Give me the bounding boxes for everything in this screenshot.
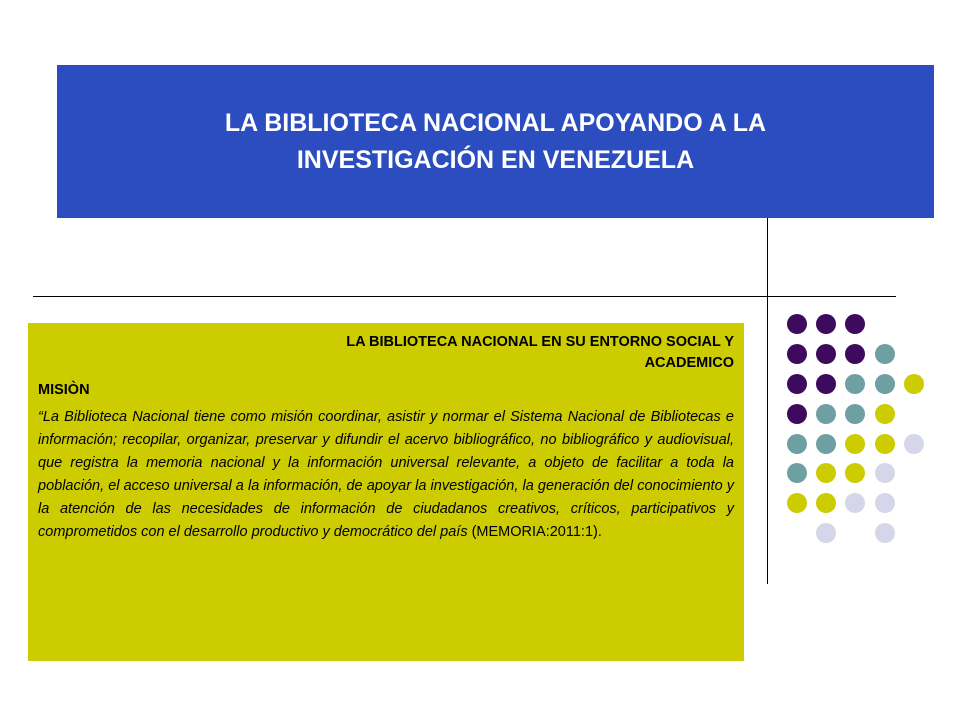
decorative-dot (845, 404, 865, 424)
decorative-dot (875, 463, 895, 483)
decorative-dot (787, 463, 807, 483)
section-subtitle-line-1: LA BIBLIOTECA NACIONAL EN SU ENTORNO SOCIAL Y (346, 334, 734, 350)
mission-paragraph (38, 406, 734, 544)
decorative-dot (816, 404, 836, 424)
decorative-dot (875, 523, 895, 543)
decorative-dot (875, 493, 895, 513)
decorative-dot (845, 314, 865, 334)
decorative-dot (845, 463, 865, 483)
decorative-dot (845, 374, 865, 394)
decorative-dot (845, 344, 865, 364)
section-subtitle (38, 332, 734, 374)
decorative-dot (904, 374, 924, 394)
decorative-dot (816, 374, 836, 394)
vertical-divider (767, 218, 768, 584)
decorative-dot (875, 344, 895, 364)
decorative-dot (904, 434, 924, 454)
decorative-dot (787, 314, 807, 334)
decorative-dot (787, 374, 807, 394)
decorative-dot (787, 344, 807, 364)
decorative-dot (787, 493, 807, 513)
decorative-dot (816, 314, 836, 334)
decorative-dot (845, 434, 865, 454)
slide-title (116, 105, 876, 179)
slide-title-line-1: LA BIBLIOTECA NACIONAL APOYANDO A LA (224, 108, 767, 137)
decorative-dot (875, 374, 895, 394)
decorative-dot (816, 523, 836, 543)
decorative-dot (875, 404, 895, 424)
decorative-dot (816, 493, 836, 513)
decorative-dot (816, 434, 836, 454)
slide-title-line-2: INVESTIGACIÓN EN VENEZUELA (296, 145, 695, 174)
decorative-dot (787, 434, 807, 454)
decorative-dot (816, 344, 836, 364)
mission-citation: (MEMORIA:2011:1). (467, 524, 602, 540)
decorative-dot (875, 434, 895, 454)
decorative-dot (845, 493, 865, 513)
decorative-dot (816, 463, 836, 483)
section-subtitle-line-2: ACADEMICO (644, 355, 734, 371)
mission-heading: MISIÒN (38, 382, 90, 398)
mission-quote: “La Biblioteca Nacional tiene como misión coordinar, asistir y normar el Sistema Nacional de Bibliotecas e información; recopilar, organizar, preservar y difundir el acervo bibliográfico, no bibliográfico y audiovisual, que registra la memoria nacional y la información universal relevante, a objeto de facilitar a toda la población, el acceso universal a la información, de apoyar la investigación, la generación del conocimiento y la atención de las necesidades de información de ciudadanos creativos, críticos, participativos y comprometidos con el desarrollo productivo y democrático del país (38, 409, 734, 540)
content-box (28, 323, 744, 661)
decorative-dot (787, 404, 807, 424)
title-banner (57, 65, 934, 218)
